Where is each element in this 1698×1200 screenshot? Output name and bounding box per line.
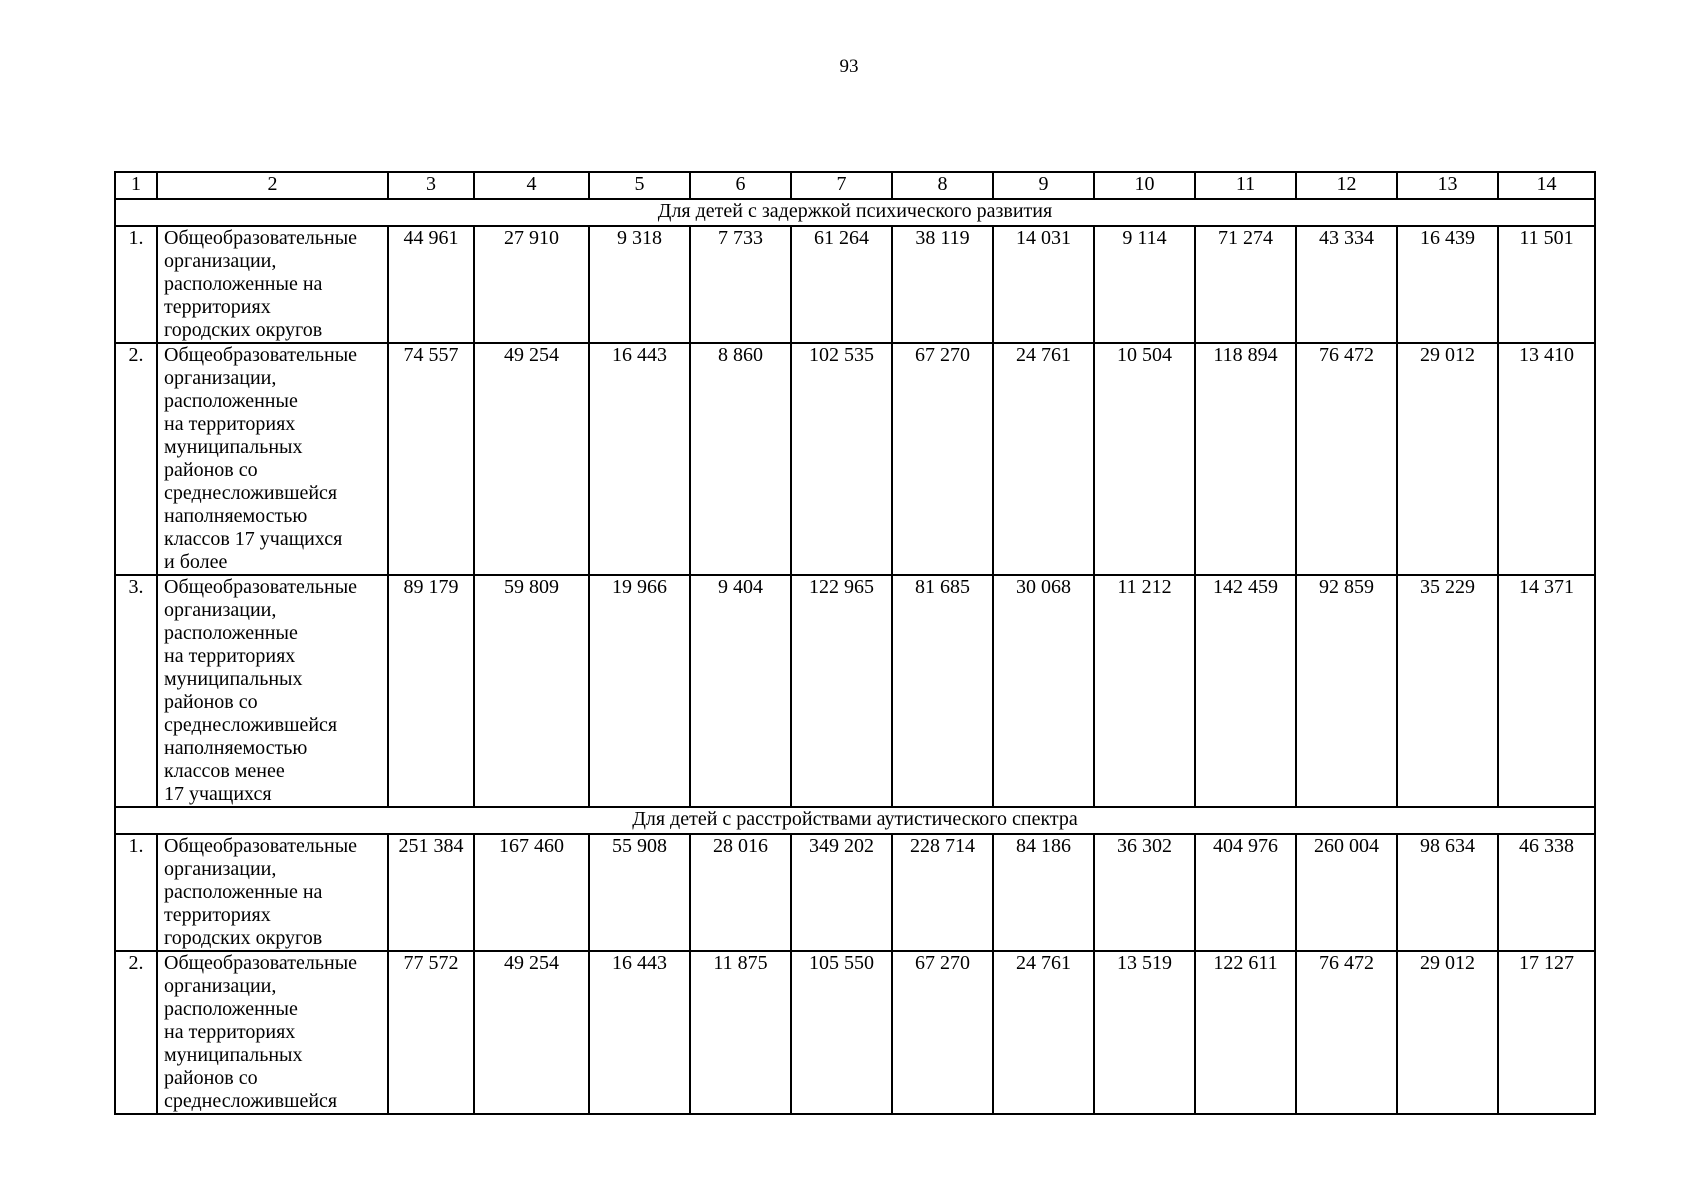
- value-cell: 77 572: [388, 951, 474, 1114]
- row-label-line: Общеобразовательные: [164, 227, 358, 249]
- row-label-line: среднесложившейся: [164, 714, 338, 736]
- column-header-3: 3: [388, 172, 474, 199]
- table-row: [115, 834, 1595, 951]
- value-cell: 81 685: [892, 575, 993, 807]
- value-cell: 9 114: [1094, 226, 1195, 343]
- section-title: Для детей с задержкой психического развития: [115, 199, 1595, 226]
- value-cell: 76 472: [1296, 343, 1397, 575]
- column-header-5: 5: [589, 172, 690, 199]
- page-number: 93: [839, 56, 859, 77]
- column-header-4: 4: [474, 172, 589, 199]
- row-label-line: среднесложившейся: [164, 1090, 338, 1112]
- value-cell: 59 809: [474, 575, 589, 807]
- value-cell: 29 012: [1397, 343, 1498, 575]
- value-cell: 27 910: [474, 226, 589, 343]
- value-cell: 71 274: [1195, 226, 1296, 343]
- column-header-9: 9: [993, 172, 1094, 199]
- data-table: [114, 171, 1596, 1115]
- row-label-line: на территориях: [164, 1021, 296, 1043]
- value-cell: 349 202: [791, 834, 892, 951]
- table-body: [115, 172, 1595, 1114]
- row-label-line: расположенные: [164, 998, 298, 1020]
- value-cell: 17 127: [1498, 951, 1595, 1114]
- row-label-line: на территориях: [164, 645, 296, 667]
- row-label-line: городских округов: [164, 319, 323, 341]
- row-label-line: районов со: [164, 459, 258, 481]
- row-label-line: организации,: [164, 975, 277, 997]
- value-cell: 16 443: [589, 951, 690, 1114]
- section-header-row: [115, 199, 1595, 226]
- table-row: [115, 575, 1595, 807]
- row-label-line: Общеобразовательные: [164, 835, 358, 857]
- value-cell: 102 535: [791, 343, 892, 575]
- row-label-line: территориях: [164, 904, 271, 926]
- row-label-line: и более: [164, 551, 228, 573]
- value-cell: 13 410: [1498, 343, 1595, 575]
- value-cell: 11 501: [1498, 226, 1595, 343]
- value-cell: 260 004: [1296, 834, 1397, 951]
- row-label-line: организации,: [164, 599, 277, 621]
- row-label: [157, 226, 388, 343]
- row-number: 2.: [115, 951, 157, 1114]
- row-label-line: расположенные на: [164, 273, 323, 295]
- column-header-11: 11: [1195, 172, 1296, 199]
- value-cell: 24 761: [993, 951, 1094, 1114]
- column-header-10: 10: [1094, 172, 1195, 199]
- table-row: [115, 951, 1595, 1114]
- row-label-line: классов менее: [164, 760, 285, 782]
- row-label-line: Общеобразовательные: [164, 952, 358, 974]
- value-cell: 44 961: [388, 226, 474, 343]
- row-label-line: районов со: [164, 1067, 258, 1089]
- value-cell: 7 733: [690, 226, 791, 343]
- value-cell: 142 459: [1195, 575, 1296, 807]
- row-label-line: наполняемостью: [164, 505, 308, 527]
- row-label-line: среднесложившейся: [164, 482, 338, 504]
- value-cell: 49 254: [474, 343, 589, 575]
- value-cell: 74 557: [388, 343, 474, 575]
- row-label-line: расположенные: [164, 390, 298, 412]
- value-cell: 228 714: [892, 834, 993, 951]
- value-cell: 105 550: [791, 951, 892, 1114]
- row-label-line: территориях: [164, 296, 271, 318]
- value-cell: 76 472: [1296, 951, 1397, 1114]
- row-label: [157, 575, 388, 807]
- row-label-line: расположенные: [164, 622, 298, 644]
- value-cell: 167 460: [474, 834, 589, 951]
- table-row: [115, 343, 1595, 575]
- value-cell: 13 519: [1094, 951, 1195, 1114]
- row-label-line: муниципальных: [164, 1044, 303, 1066]
- row-label-line: на территориях: [164, 413, 296, 435]
- column-header-8: 8: [892, 172, 993, 199]
- row-label-line: организации,: [164, 250, 277, 272]
- value-cell: 55 908: [589, 834, 690, 951]
- row-label-line: районов со: [164, 691, 258, 713]
- row-label: [157, 834, 388, 951]
- row-number: 3.: [115, 575, 157, 807]
- row-label-line: городских округов: [164, 927, 323, 949]
- section-header-row: [115, 807, 1595, 834]
- row-label-line: наполняемостью: [164, 737, 308, 759]
- column-header-12: 12: [1296, 172, 1397, 199]
- value-cell: 122 965: [791, 575, 892, 807]
- row-label-line: Общеобразовательные: [164, 344, 358, 366]
- row-label-line: 17 учащихся: [164, 783, 272, 805]
- value-cell: 10 504: [1094, 343, 1195, 575]
- value-cell: 30 068: [993, 575, 1094, 807]
- value-cell: 29 012: [1397, 951, 1498, 1114]
- section-title: Для детей с расстройствами аутистического спектра: [115, 807, 1595, 834]
- column-header-6: 6: [690, 172, 791, 199]
- value-cell: 9 404: [690, 575, 791, 807]
- value-cell: 122 611: [1195, 951, 1296, 1114]
- value-cell: 14 371: [1498, 575, 1595, 807]
- value-cell: 36 302: [1094, 834, 1195, 951]
- row-label-line: муниципальных: [164, 668, 303, 690]
- row-label-line: классов 17 учащихся: [164, 528, 343, 550]
- row-number: 2.: [115, 343, 157, 575]
- row-label-line: организации,: [164, 367, 277, 389]
- row-label: [157, 343, 388, 575]
- value-cell: 89 179: [388, 575, 474, 807]
- value-cell: 118 894: [1195, 343, 1296, 575]
- column-header-14: 14: [1498, 172, 1595, 199]
- row-label: [157, 951, 388, 1114]
- value-cell: 84 186: [993, 834, 1094, 951]
- value-cell: 19 966: [589, 575, 690, 807]
- value-cell: 38 119: [892, 226, 993, 343]
- value-cell: 9 318: [589, 226, 690, 343]
- value-cell: 67 270: [892, 951, 993, 1114]
- value-cell: 92 859: [1296, 575, 1397, 807]
- value-cell: 251 384: [388, 834, 474, 951]
- row-number: 1.: [115, 834, 157, 951]
- value-cell: 24 761: [993, 343, 1094, 575]
- value-cell: 67 270: [892, 343, 993, 575]
- value-cell: 98 634: [1397, 834, 1498, 951]
- value-cell: 14 031: [993, 226, 1094, 343]
- value-cell: 61 264: [791, 226, 892, 343]
- column-header-7: 7: [791, 172, 892, 199]
- value-cell: 404 976: [1195, 834, 1296, 951]
- row-label-line: Общеобразовательные: [164, 576, 358, 598]
- value-cell: 46 338: [1498, 834, 1595, 951]
- header-row: [115, 172, 1595, 199]
- value-cell: 35 229: [1397, 575, 1498, 807]
- value-cell: 8 860: [690, 343, 791, 575]
- row-label-line: организации,: [164, 858, 277, 880]
- column-header-13: 13: [1397, 172, 1498, 199]
- row-number: 1.: [115, 226, 157, 343]
- value-cell: 11 212: [1094, 575, 1195, 807]
- value-cell: 43 334: [1296, 226, 1397, 343]
- value-cell: 11 875: [690, 951, 791, 1114]
- column-header-2: 2: [157, 172, 388, 199]
- row-label-line: расположенные на: [164, 881, 323, 903]
- value-cell: 16 443: [589, 343, 690, 575]
- value-cell: 49 254: [474, 951, 589, 1114]
- column-header-1: 1: [115, 172, 157, 199]
- table-row: [115, 226, 1595, 343]
- value-cell: 16 439: [1397, 226, 1498, 343]
- value-cell: 28 016: [690, 834, 791, 951]
- row-label-line: муниципальных: [164, 436, 303, 458]
